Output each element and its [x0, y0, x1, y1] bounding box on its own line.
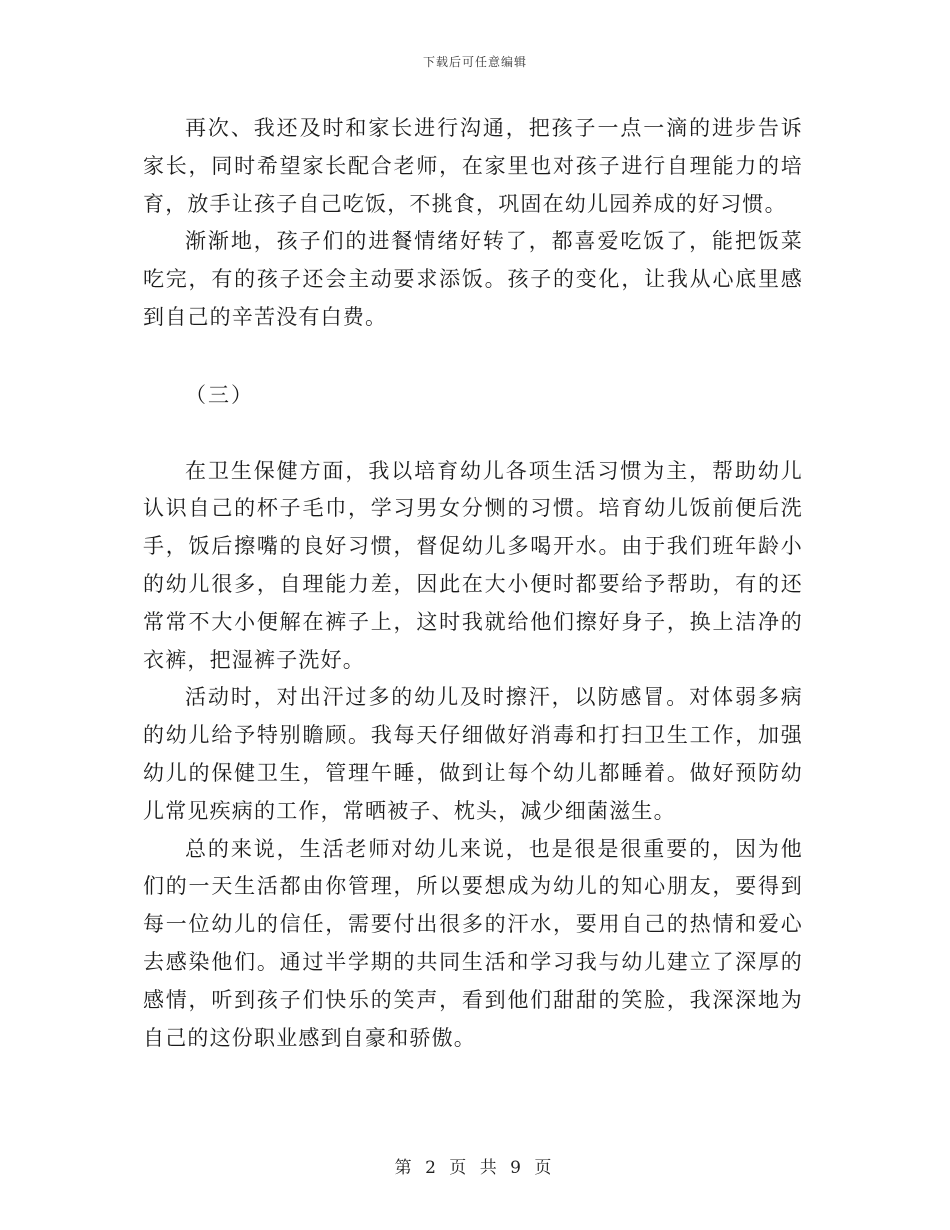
document-body	[143, 110, 803, 1057]
paragraph-parent-communication: 再次、我还及时和家长进行沟通，把孩子一点一滴的进步告诉家长，同时希望家长配合老师，在家里也对孩子进行自理能力的培育，放手让孩子自己吃饭，不挑食，巩固在幼儿园养成的好习惯。	[143, 116, 803, 216]
paragraph-hygiene-care: 在卫生保健方面，我以培育幼儿各项生活习惯为主，帮助幼儿认识自己的杯子毛巾，学习男女分恻的习惯。培育幼儿饭前便后洗手，饭后擦嘴的良好习惯，督促幼儿多喝开水。由于我们班年龄小的幼儿很多，自理能力差，因此在大小便时都要给予帮助，有的还常常不大小便解在裤子上，这时我就给他们擦好身子，换上洁净的衣裤，把湿裤子洗好。	[143, 458, 803, 672]
paragraph-eating-improvement: 渐渐地，孩子们的进餐情绪好转了，都喜爱吃饭了，能把饭菜吃完，有的孩子还会主动要求添饭。孩子的变化，让我从心底里感到自己的辛苦没有白费。	[143, 229, 803, 329]
page-number: 第 2 页 共 9 页	[394, 1158, 556, 1178]
page-header-note: 下载后可任意编辑	[422, 55, 527, 69]
spacer	[143, 337, 803, 377]
spacer	[143, 415, 803, 453]
paragraph-activity-health: 活动时，对出汗过多的幼儿及时擦汗，以防感冒。对体弱多病的幼儿给予特别瞻顾。我每天仔细做好消毒和打扫卫生工作，加强幼儿的保健卫生，管理午睡，做到让每个幼儿都睡着。做好预防幼儿常见疾病的工作，常晒被子、枕头，减少细菌滋生。	[143, 685, 803, 823]
section-heading: （三）	[185, 382, 254, 407]
paragraph-summary: 总的来说，生活老师对幼儿来说，也是很是很重要的，因为他们的一天生活都由你管理，所以要想成为幼儿的知心朋友，要得到每一位幼儿的信任，需要付出很多的汗水，要用自己的热情和爱心去感染他们。通过半学期的共同生活和学习我与幼儿建立了深厚的感情，听到孩子们快乐的笑声，看到他们甜甜的笑脸，我深深地为自己的这份职业感到自豪和骄傲。	[143, 836, 803, 1050]
